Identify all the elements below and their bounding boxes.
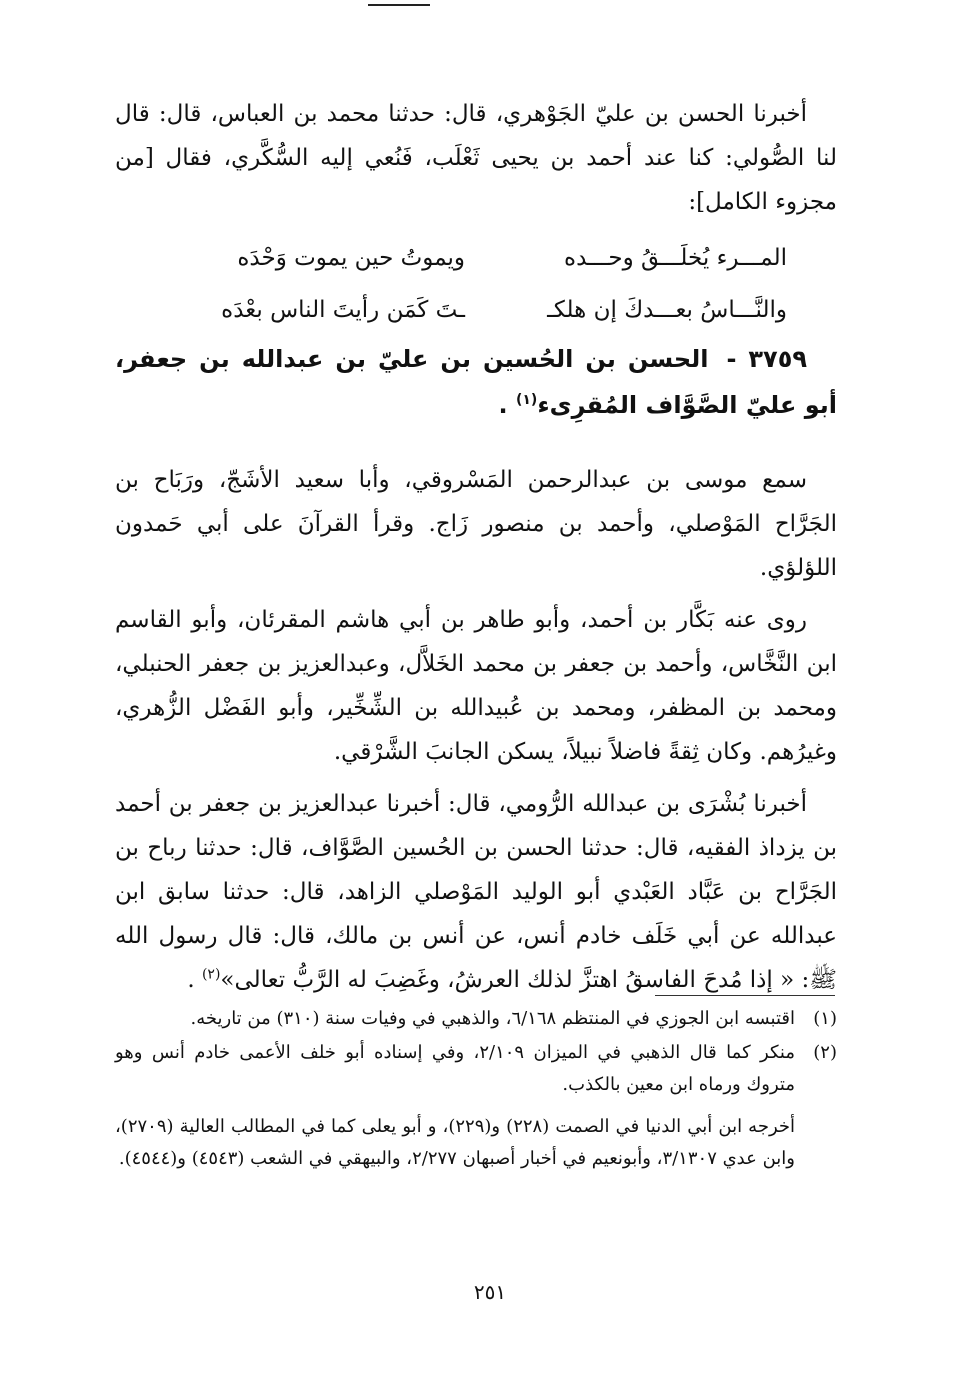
footnote-number: (٢) [813,1042,837,1063]
entry-tail: . [498,391,508,419]
footnote-2-continuation: أخرجه ابن أبي الدنيا في الصمت (٢٢٨) و(٢٢٩)، و أبو يعلى كما في المطالب العالية (٢٧٠٩)، وابن عدي ٣/١٣٠٧، وأبونعيم في أخبار أصبهان ٢/٢٧٧، والبيهقي في الشعب (٤٥٤٣) و(٤٥٤٤). [115,1116,796,1169]
hemistich-1a: المـــرء يُخلَـــقُ وحـــده [564,245,787,271]
poem-line-1 [115,232,837,284]
paragraph-1: أخبرنا الحسن بن عليّ الجَوْهري، قال: حدثنا محمد بن العباس، قال: قال لنا الصُّولي: كنا عند أحمد بن يحيى ثَعْلَب، فَنُعي إليه السُّكَّري، فقال [من مجزوء الكامل]: [115,101,837,215]
footnote-number: (١) [813,1008,837,1029]
paragraph-4-tail: . [187,967,195,993]
entry-heading [115,336,837,428]
poem-line-2 [115,284,837,336]
page-number: ٢٥١ [473,1280,507,1304]
entry-title: الحسن بن الحُسين بن عليّ بن عبدالله بن جعفر، أبو عليّ الصَّوَّاف المُقرِىء [115,345,837,419]
paragraph-2: سمع موسى بن عبدالرحمن المَسْروقي، وأبا سعيد الأشَجّ، ورَبَاح بن الجَرَّاح المَوْصلي، وأحمد بن منصور زَاج. وقرأ القرآنَ على أبي حَمدون اللؤلؤي. [115,467,837,581]
footnote-text: منكر كما قال الذهبي في الميزان ٢/١٠٩، وفي إسناده أبو خلف الأعمى خادم أنس وهو متروك ورماه ابن معين بالكذب. [115,1042,795,1095]
footnotes [115,1003,837,1175]
footnote-ref-2[interactable]: (٢) [201,966,221,983]
footnote-text: اقتبسه ابن الجوزي في المنتظم ٦/١٦٨، والذهبي في وفيات سنة (٣١٠) من تاريخه. [190,1008,795,1029]
top-rule [368,4,430,6]
hemistich-1b: ويموتُ حين يموت وَحْدَه [237,245,465,271]
paragraph-4-text: أخبرنا بُشْرَى بن عبدالله الرُّومي، قال: أخبرنا عبدالعزيز بن جعفر بن أحمد بن يزداذ الفقيه، قال: حدثنا الحسن بن الحُسين الصَّوَّاف، قال: حدثنا رباح بن الجَرَّاح بن عَبَّاد العَبْدي أبو الوليد المَوْصلي الزاهد، قال: حدثنا سابق ابن عبدالله عن أبي خَلَف خادم أنس، عن أنس بن مالك، قال: قال رسول الله ﷺ: « إذا مُدحَ الفاسقُ اهتزَّ لذلك العرشُ، وغَضِبَ له الرَّبُّ تعالى» [115,791,837,993]
footnote-1 [115,1003,837,1035]
footnote-separator [655,995,835,996]
hemistich-2b: ـتَ كَمَن رأيتَ الناس بعْدَه [221,297,465,323]
paragraph-3: روى عنه بَكَّار بن أحمد، وأبو طاهر بن أبي هاشم المقرئان، وأبو القاسم ابن النَّخَّاس، وأحمد بن جعفر بن محمد الخَلاَّل، وعبدالعزيز بن جعفر الحنبلي، ومحمد بن المظفر، ومحمد بن عُبيدالله بن الشِّخِّير، وأبو الفَضْل الزُّهري، وغيرُهم. وكان ثِقةً فاضلاً نبيلاً، يسكن الجانبَ الشَّرْقي. [115,607,837,765]
footnote-ref-1[interactable]: (١) [515,392,538,408]
entry-number: ٣٧٥٩ - [726,345,807,373]
page-body [115,92,837,1010]
paragraph-4 [115,782,837,1002]
hemistich-2a: والنَّـــاسُ بعـــدكَ إن هلكـ [547,297,787,323]
footnote-2 [115,1037,837,1101]
poem [115,232,837,336]
